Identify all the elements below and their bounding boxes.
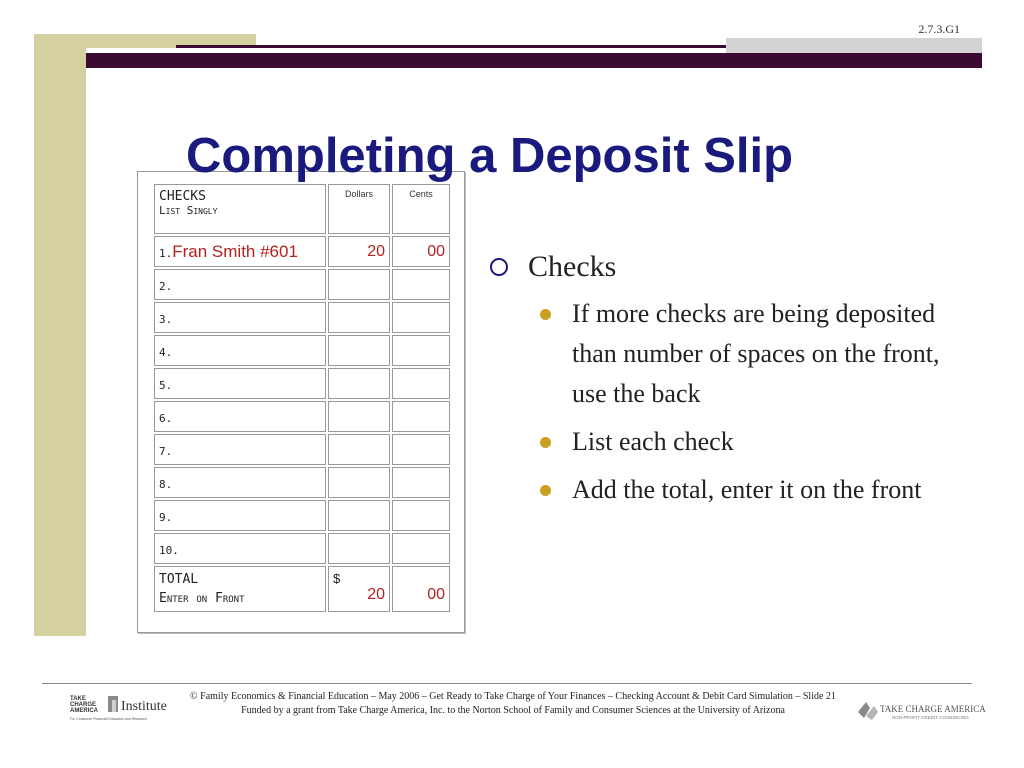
slip-row-check-cell bbox=[154, 533, 326, 564]
footer-divider bbox=[42, 683, 972, 684]
slip-row-check-cell bbox=[154, 269, 326, 300]
slip-row-number: 4. bbox=[159, 345, 173, 359]
slip-row bbox=[154, 434, 450, 465]
decorative-maroon-bar bbox=[86, 53, 982, 68]
slip-row-dollars bbox=[328, 500, 390, 531]
slip-row-number: 1. bbox=[159, 246, 173, 260]
slip-row-number: 6. bbox=[159, 411, 173, 425]
slip-row-entry: Fran Smith #601 bbox=[172, 241, 298, 261]
slip-row-cents bbox=[392, 434, 450, 465]
slip-header-dollars bbox=[328, 184, 390, 234]
slip-row-cents bbox=[392, 500, 450, 531]
slip-row-check-cell bbox=[154, 467, 326, 498]
decorative-tan-bar bbox=[34, 34, 86, 636]
logo-left-charge: CHARGE bbox=[70, 702, 97, 708]
slip-header-checks bbox=[154, 184, 326, 234]
slip-row-cents bbox=[392, 533, 450, 564]
slip-row-number: 7. bbox=[159, 444, 173, 458]
decorative-thin-line bbox=[176, 45, 736, 48]
slip-row-dollars bbox=[328, 533, 390, 564]
slip-row bbox=[154, 236, 450, 267]
slip-header-cents bbox=[392, 184, 450, 234]
bullet-sub-text: Add the total, enter it on the front bbox=[572, 475, 922, 504]
slip-row bbox=[154, 467, 450, 498]
bullet-main bbox=[490, 250, 950, 284]
slip-row-cents bbox=[392, 368, 450, 399]
slide-code: 2.7.3.G1 bbox=[918, 22, 960, 36]
slip-row-number: 2. bbox=[159, 279, 173, 293]
deposit-slip-table bbox=[152, 182, 452, 614]
hollow-circle-bullet-icon bbox=[490, 258, 508, 276]
bullet-sub-text: If more checks are being deposited than number of spaces on the front, use the back bbox=[572, 299, 940, 408]
logo-right-tagline: NON-PROFIT CREDIT COUNSELING bbox=[892, 715, 969, 720]
take-charge-america-logo bbox=[856, 698, 996, 724]
slip-total-row bbox=[154, 566, 450, 612]
footer-text bbox=[130, 690, 896, 718]
slip-row-check-cell bbox=[154, 335, 326, 366]
slip-row-check-cell bbox=[154, 302, 326, 333]
slip-total-dollars: 20 bbox=[367, 586, 385, 603]
logo-right-name: TAKE CHARGE AMERICA bbox=[880, 704, 986, 714]
bullet-sub-2 bbox=[490, 422, 950, 462]
slip-row-number: 9. bbox=[159, 510, 173, 524]
slip-total-label bbox=[154, 566, 326, 612]
logo-left-america: AMERICA bbox=[70, 708, 98, 714]
slip-row bbox=[154, 368, 450, 399]
slip-row-dollars bbox=[328, 434, 390, 465]
logo-left-institute: Institute bbox=[121, 699, 167, 714]
slip-row-number: 3. bbox=[159, 312, 173, 326]
bullet-main-text: Checks bbox=[528, 250, 617, 283]
slip-row-cents bbox=[392, 302, 450, 333]
slip-row-check-cell bbox=[154, 401, 326, 432]
footer-line-2: Funded by a grant from Take Charge America, Inc. to the Norton School of Family and Consumer Sciences at the University of Arizona bbox=[241, 705, 785, 716]
footer-line-1: © Family Economics & Financial Education – May 2006 – Get Ready to Take Charge of Your Finances – Checking Account & Debit Card Simulation – Slide 21 bbox=[190, 691, 836, 702]
dollar-sign: $ bbox=[333, 571, 341, 586]
slip-row-dollars bbox=[328, 269, 390, 300]
slip-row bbox=[154, 302, 450, 333]
slip-row-check-cell bbox=[154, 500, 326, 531]
slip-header-checks-label: CHECKS bbox=[159, 189, 206, 204]
slip-row-dollars: 20 bbox=[328, 236, 390, 267]
slip-row bbox=[154, 401, 450, 432]
slip-row-dollars bbox=[328, 302, 390, 333]
slide-title: Completing a Deposit Slip bbox=[186, 129, 794, 183]
slip-total-cents-cell bbox=[392, 566, 450, 612]
slip-header-list-singly: List Singly bbox=[159, 204, 218, 217]
slip-row-cents bbox=[392, 467, 450, 498]
slip-row-number: 5. bbox=[159, 378, 173, 392]
slip-row-number: 8. bbox=[159, 477, 173, 491]
slip-row bbox=[154, 335, 450, 366]
slip-row bbox=[154, 500, 450, 531]
slip-row-dollars bbox=[328, 467, 390, 498]
slip-header-row bbox=[154, 184, 450, 234]
slip-total-line1: TOTAL bbox=[159, 572, 199, 587]
slip-row-dollars bbox=[328, 335, 390, 366]
decorative-gray-bar bbox=[726, 38, 982, 54]
gold-dot-bullet-icon bbox=[540, 485, 551, 496]
slip-row-cents bbox=[392, 269, 450, 300]
slip-row-number: 10. bbox=[159, 543, 179, 557]
slip-row-check-cell bbox=[154, 434, 326, 465]
slip-row-check-cell bbox=[154, 368, 326, 399]
slip-total-cents: 00 bbox=[427, 586, 445, 603]
bullet-list bbox=[490, 250, 950, 518]
slip-row-dollars bbox=[328, 401, 390, 432]
slip-total-line2: Enter on Front bbox=[159, 591, 245, 606]
logo-left-tagline: For Consumer Financial Education and Research bbox=[70, 717, 147, 721]
slip-row-cents: 00 bbox=[392, 236, 450, 267]
bullet-sub-1 bbox=[490, 294, 950, 414]
slip-row bbox=[154, 269, 450, 300]
gold-dot-bullet-icon bbox=[540, 309, 551, 320]
slip-header-cents-label: Cents bbox=[409, 189, 433, 199]
slip-row-dollars bbox=[328, 368, 390, 399]
slip-header-dollars-label: Dollars bbox=[344, 189, 373, 199]
slip-row-check-cell bbox=[154, 236, 326, 267]
slip-total-dollars-cell bbox=[328, 566, 390, 612]
bullet-sub-text: List each check bbox=[572, 427, 734, 456]
gold-dot-bullet-icon bbox=[540, 437, 551, 448]
slip-row-cents bbox=[392, 335, 450, 366]
slip-row-cents bbox=[392, 401, 450, 432]
logo-left-take: TAKE bbox=[70, 696, 86, 702]
bullet-sub-3 bbox=[490, 470, 950, 510]
slip-row bbox=[154, 533, 450, 564]
